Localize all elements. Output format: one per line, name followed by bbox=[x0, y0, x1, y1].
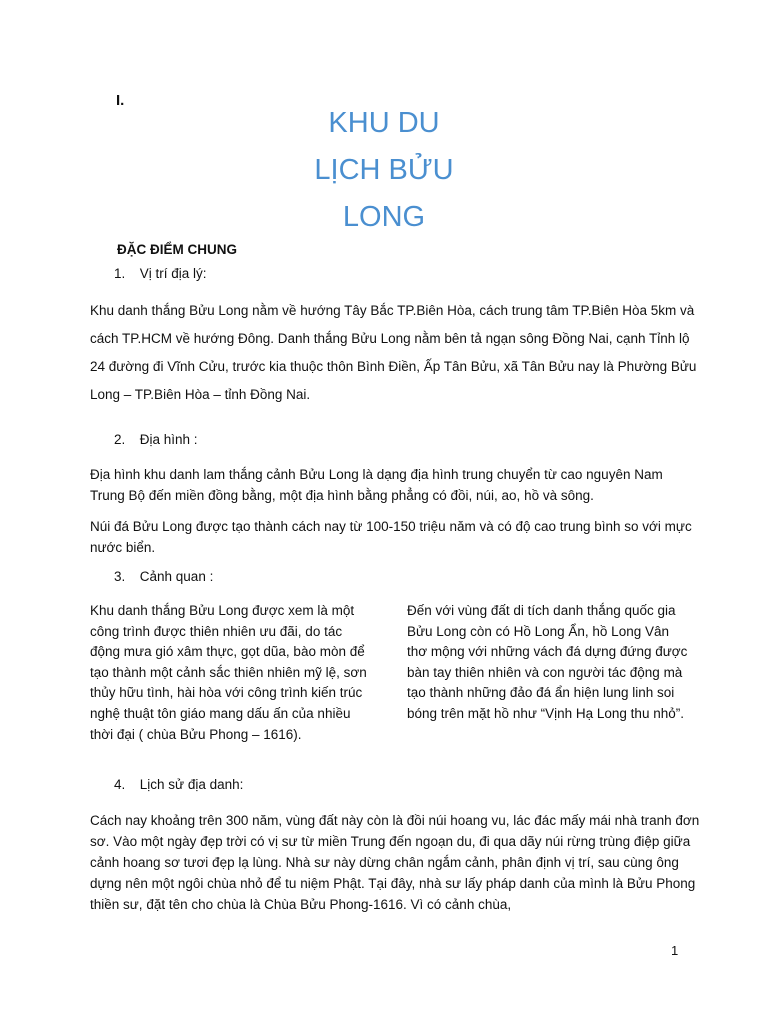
list-number: 4. bbox=[114, 777, 126, 792]
title-line: LỊCH BỬU bbox=[314, 154, 454, 186]
list-heading-text: Cảnh quan : bbox=[139, 569, 214, 584]
list-heading-text: Vị trí địa lý: bbox=[139, 266, 207, 281]
title-line: LONG bbox=[342, 201, 426, 233]
list-heading-text: Địa hình : bbox=[139, 432, 198, 447]
page-number: 1 bbox=[671, 943, 679, 958]
list-number: 1. bbox=[114, 266, 126, 281]
title-line: KHU DU bbox=[328, 107, 440, 139]
document-title bbox=[270, 100, 498, 241]
section-heading: ĐẶC ĐIỂM CHUNG bbox=[117, 242, 237, 257]
landscape-column-right: Đến với vùng đất di tích danh thắng quốc gia Bửu Long còn có Hồ Long Ẩn, hồ Long Vân thơ mộng với những vách đá dựng đứng được bàn tay thiên nhiên và con người tác động mà tạo thành những đảo đá ẩn hiện lung linh soi bóng trên mặt hồ như “Vịnh Hạ Long thu nhỏ”. bbox=[407, 603, 688, 721]
list-number: 2. bbox=[114, 432, 126, 447]
paragraph-terrain-1: Địa hình khu danh lam thắng cảnh Bửu Long là dạng địa hình trung chuyển từ cao nguyên Nam Trung Bộ đến miền đồng bằng, một địa hình bằng phẳng có đồi, núi, ao, hồ và sông. bbox=[90, 467, 663, 503]
landscape-column-left: Khu danh thắng Bửu Long được xem là một công trình được thiên nhiên ưu đãi, do tác động mưa gió xâm thực, gọt dũa, bào mòn để tạo thành một cảnh sắc thiên nhiên mỹ lệ, sơn thủy hữu tình, hài hòa với công trình kiến trúc nghệ thuật tôn giáo mang dấu ấn của nhiều thời đại ( chùa Bửu Phong – 1616). bbox=[90, 603, 367, 742]
list-heading-text: Lịch sử địa danh: bbox=[139, 777, 244, 792]
roman-numeral: I. bbox=[116, 92, 125, 109]
paragraph-terrain-2: Núi đá Bửu Long được tạo thành cách nay từ 100-150 triệu năm và có độ cao trung bình so với mực nước biển. bbox=[90, 519, 692, 555]
list-heading-landscape bbox=[114, 569, 213, 584]
list-heading-location bbox=[114, 266, 207, 281]
list-heading-history bbox=[114, 777, 243, 792]
paragraph-history: Cách nay khoảng trên 300 năm, vùng đất này còn là đồi núi hoang vu, lác đác mấy mái nhà tranh đơn sơ. Vào một ngày đẹp trời có vị sư từ miền Trung đến ngoạn du, đi qua dãy núi rừng trùng điệp giữa cảnh hoang sơ tươi đẹp lạ lùng. Nhà sư này dừng chân ngắm cảnh, phân định vị trí, sau cùng ông dựng nên một ngôi chùa nhỏ để tu niệm Phật. Tại đây, nhà sư lấy pháp danh của mình là Bửu Phong thiền sư, đặt tên cho chùa là Chùa Bửu Phong-1616. Vì có cảnh chùa, bbox=[90, 813, 700, 912]
list-number: 3. bbox=[114, 569, 126, 584]
list-heading-terrain bbox=[114, 432, 198, 447]
paragraph-location: Khu danh thắng Bửu Long nằm về hướng Tây Bắc TP.Biên Hòa, cách trung tâm TP.Biên Hòa 5km và cách TP.HCM về hướng Đông. Danh thắng Bửu Long nằm bên tả ngạn sông Đồng Nai, cạnh Tỉnh lộ 24 đường đi Vĩnh Cửu, trước kia thuộc thôn Bình Điền, Ấp Tân Bửu, xã Tân Bửu nay là Phường Bửu Long – TP.Biên Hòa – tỉnh Đồng Nai. bbox=[90, 303, 697, 402]
